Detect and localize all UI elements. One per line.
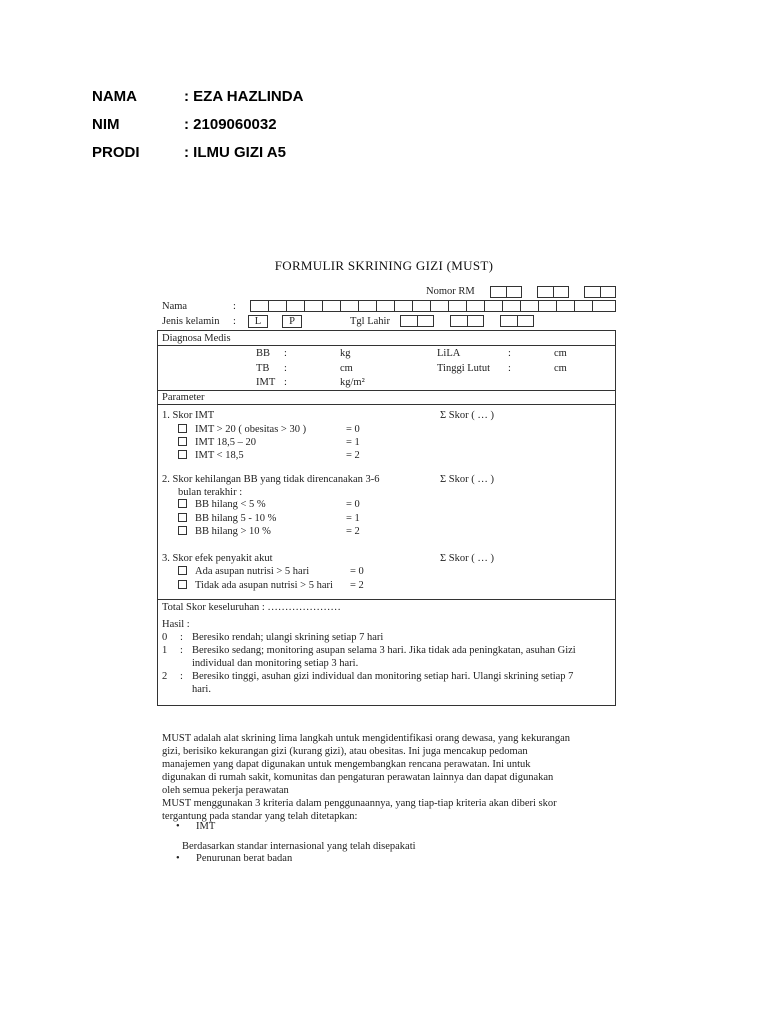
- name-label: NAMA: [92, 88, 137, 105]
- result-text-1b: individual dan monitoring setiap 3 hari.: [192, 658, 359, 669]
- s2-title-1: 2. Skor kehilangan BB yang tidak direncanakan 3-6: [162, 474, 380, 485]
- checkbox-icon[interactable]: [178, 526, 187, 535]
- colon: :: [180, 671, 183, 682]
- form-title: FORMULIR SKRINING GIZI (MUST): [274, 258, 494, 273]
- s1-option-2[interactable]: IMT < 18,5: [178, 450, 244, 462]
- s3-option-0[interactable]: Ada asupan nutrisi > 5 hari: [178, 566, 309, 578]
- colon: :: [233, 301, 236, 312]
- name-value: : EZA HAZLINDA: [184, 88, 304, 105]
- parameter-label: Parameter: [162, 392, 205, 403]
- checkbox-icon[interactable]: [178, 513, 187, 522]
- gender-l-box[interactable]: L: [248, 315, 268, 328]
- colon: :: [284, 377, 287, 388]
- s3-title: 3. Skor efek penyakit akut: [162, 553, 273, 564]
- nim-label: NIM: [92, 116, 120, 133]
- checkbox-icon[interactable]: [178, 437, 187, 446]
- s1-score-0: = 0: [346, 424, 360, 435]
- nama-label: Nama: [162, 301, 188, 312]
- bullet-imt: • IMT: [176, 821, 215, 833]
- colon: :: [508, 348, 511, 359]
- tinggi-lutut-unit: cm: [554, 363, 567, 374]
- colon: :: [233, 316, 236, 327]
- checkbox-icon[interactable]: [178, 580, 187, 589]
- s2-title-2: bulan terakhir :: [178, 487, 243, 498]
- result-code-1: 1: [162, 645, 168, 656]
- s2-score-2: = 2: [346, 526, 360, 537]
- notes-paragraph-1: MUST adalah alat skrining lima langkah untuk mengidentifikasi orang dewasa, yang kekurangan gizi, berisiko kekurangan gizi (kurang gizi), atau obesitas. Ini juga mencakup pedoman manajemen yang dapat digunakan untuk mengembangkan rencana perawatan. Ini untuk digunakan di rumah sakit, komunitas dan pengaturan perawatan lainnya dan dapat digunakan oleh semua pekerja perawatan: [162, 733, 571, 796]
- lila-label: LiLA: [437, 348, 461, 359]
- s2-score-1: = 1: [346, 513, 360, 524]
- name-row: [92, 88, 303, 105]
- s1-sigma-skor: Σ Skor ( … ): [440, 410, 494, 421]
- total-skor: Total Skor keseluruhan : …………………: [162, 602, 341, 613]
- tb-unit: cm: [340, 363, 353, 374]
- colon: :: [180, 632, 183, 643]
- jenis-kelamin-label: Jenis kelamin: [162, 316, 220, 327]
- s3-score-1: = 2: [350, 580, 364, 591]
- prodi-value: : ILMU GIZI A5: [184, 144, 286, 161]
- notes-paragraph-2: MUST menggunakan 3 kriteria dalam penggunaannya, yang tiap-tiap kriteria akan diberi skor tergantung pada standar yang telah ditetapkan:: [162, 798, 557, 822]
- imt-unit: kg/m²: [340, 377, 365, 388]
- imt-label: IMT: [256, 377, 276, 388]
- bullet-penurunan: • Penurunan berat badan: [176, 853, 292, 865]
- s1-score-1: = 1: [346, 437, 360, 448]
- s1-option-0[interactable]: IMT > 20 ( obesitas > 30 ): [178, 424, 306, 436]
- sub-note: Berdasarkan standar internasional yang telah disepakati: [182, 841, 416, 852]
- result-text-2a: Beresiko tinggi, asuhan gizi individual dan monitoring setiap hari. Ulangi skrining setiap 7: [192, 671, 574, 682]
- s1-option-1[interactable]: IMT 18,5 – 20: [178, 437, 256, 449]
- gender-p-box[interactable]: P: [282, 315, 302, 328]
- colon: :: [284, 348, 287, 359]
- bb-unit: kg: [340, 348, 351, 359]
- result-text-1a: Beresiko sedang; monitoring asupan selama 3 hari. Jika tidak ada peningkatan, asuhan Gizi: [192, 645, 576, 656]
- prodi-label: PRODI: [92, 144, 140, 161]
- checkbox-icon[interactable]: [178, 566, 187, 575]
- result-code-0: 0: [162, 632, 168, 643]
- s2-option-0[interactable]: BB hilang < 5 %: [178, 499, 266, 511]
- nim-value: : 2109060032: [184, 116, 277, 133]
- s3-sigma-skor: Σ Skor ( … ): [440, 553, 494, 564]
- diagnosa-label: Diagnosa Medis: [162, 333, 231, 344]
- colon: :: [180, 645, 183, 656]
- hasil-label: Hasil :: [162, 619, 190, 630]
- s3-option-1[interactable]: Tidak ada asupan nutrisi > 5 hari: [178, 580, 333, 592]
- result-text-2b: hari.: [192, 684, 211, 695]
- tinggi-lutut-label: Tinggi Lutut: [437, 363, 491, 374]
- result-code-2: 2: [162, 671, 168, 682]
- s2-option-1[interactable]: BB hilang 5 - 10 %: [178, 513, 276, 525]
- s2-score-0: = 0: [346, 499, 360, 510]
- checkbox-icon[interactable]: [178, 450, 187, 459]
- s2-option-2[interactable]: BB hilang > 10 %: [178, 526, 271, 538]
- tgl-lahir-label: Tgl Lahir: [350, 316, 390, 327]
- s3-score-0: = 0: [350, 566, 364, 577]
- checkbox-icon[interactable]: [178, 499, 187, 508]
- colon: :: [508, 363, 511, 374]
- result-text-0: Beresiko rendah; ulangi skrining setiap 7 hari: [192, 632, 384, 643]
- s2-sigma-skor: Σ Skor ( … ): [440, 474, 494, 485]
- s1-score-2: = 2: [346, 450, 360, 461]
- colon: :: [284, 363, 287, 374]
- s1-title: 1. Skor IMT: [162, 410, 215, 421]
- tb-label: TB: [256, 363, 270, 374]
- nim-row: [92, 116, 277, 133]
- prodi-row: [92, 144, 286, 161]
- bb-label: BB: [256, 348, 271, 359]
- checkbox-icon[interactable]: [178, 424, 187, 433]
- nomor-rm-label: Nomor RM: [426, 286, 475, 297]
- lila-unit: cm: [554, 348, 567, 359]
